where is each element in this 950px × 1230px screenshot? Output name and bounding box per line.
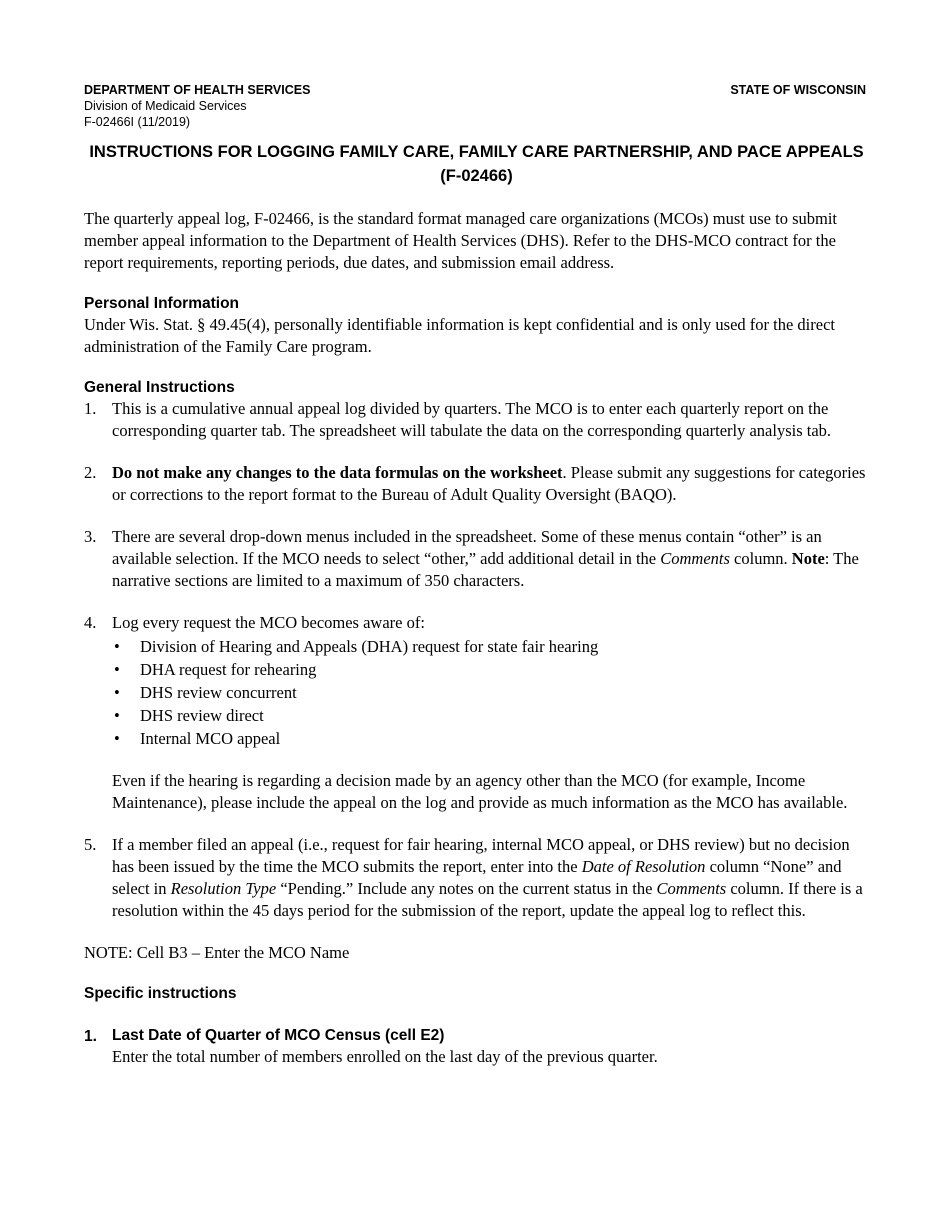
specific-item-1 [84,1026,869,1068]
item-title: Last Date of Quarter of MCO Census (cell E2) [112,1027,445,1044]
item-text: Enter the total number of members enrolled on the last day of the previous quarter. [112,1047,658,1066]
list-item: • DHS review concurrent [112,681,869,704]
cell-note: NOTE: Cell B3 – Enter the MCO Name [84,943,350,962]
item-text: There are several drop-down menus included in the spreadsheet. Some of these menus contain “other” is an available selection. If the MCO needs to select “other,” add additional detail in the Comments column. Note: The narrative sections are limited to a maximum of 350 characters. [112,527,859,590]
bold-warning: Do not make any changes to the data formulas on the worksheet [112,463,563,482]
state-name: STATE OF WISCONSIN [730,83,866,97]
specific-instructions-heading: Specific instructions [84,985,237,1002]
document-header [84,82,869,130]
item-number: 5. [84,835,97,854]
item-follow-text: Even if the hearing is regarding a decision made by an agency other than the MCO (for example, Income Maintenance), please include the appeal on the log and provide as much information as the MCO has available. [112,771,848,812]
personal-info-heading: Personal Information [84,295,240,312]
general-item-1 [84,398,869,442]
item-number: 1. [84,399,97,418]
personal-info-text: Under Wis. Stat. § 49.45(4), personally identifiable information is kept confidential and is only used for the direct administration of the Family Care program. [84,315,835,356]
general-instructions-heading: General Instructions [84,379,235,396]
intro-paragraph: The quarterly appeal log, F-02466, is the standard format managed care organizations (MCOs) must use to submit member appeal information to the Department of Health Services (DHS). Refer to the DHS-MCO contract for the report requirements, reporting periods, due dates, and submission email address. [84,209,838,272]
general-item-5 [84,834,869,922]
list-item: • DHS review direct [112,704,869,727]
department-name: DEPARTMENT OF HEALTH SERVICES [84,83,311,97]
item-number: 2. [84,463,97,482]
request-type-list [112,635,869,750]
item-text: If a member filed an appeal (i.e., request for fair hearing, internal MCO appeal, or DHS review) but no decision has been issued by the time the MCO submits the report, enter into the Date of Resolution column “None” and select in Resolution Type “Pending.” Include any notes on the current status in the Comments column. If there is a resolution within the 45 days period for the submission of the report, update the appeal log to reflect this. [112,835,863,920]
general-item-2 [84,462,869,506]
general-item-3 [84,526,869,592]
item-text: This is a cumulative annual appeal log divided by quarters. The MCO is to enter each quarterly report on the corresponding quarter tab. The spreadsheet will tabulate the data on the corresponding quarterly analysis tab. [112,399,832,440]
item-number: 1. [84,1028,97,1045]
general-item-4 [84,612,869,814]
division-name: Division of Medicaid Services [84,99,247,113]
item-number: 3. [84,527,97,546]
note-label: Note [791,549,825,568]
list-item: • DHA request for rehearing [112,658,869,681]
item-number: 4. [84,613,97,632]
item-lead: Log every request the MCO becomes aware of: [112,613,425,632]
page-title: INSTRUCTIONS FOR LOGGING FAMILY CARE, FAMILY CARE PARTNERSHIP, AND PACE APPEALS (F-02466) [89,143,864,185]
document-page [84,82,869,1068]
list-item: • Division of Hearing and Appeals (DHA) request for state fair hearing [112,635,869,658]
form-id: F-02466I (11/2019) [84,115,191,129]
list-item: • Internal MCO appeal [112,727,869,750]
item-text: Do not make any changes to the data formulas on the worksheet. Please submit any suggestions for categories or corrections to the report format to the Bureau of Adult Quality Oversight (BAQO). [112,463,866,504]
